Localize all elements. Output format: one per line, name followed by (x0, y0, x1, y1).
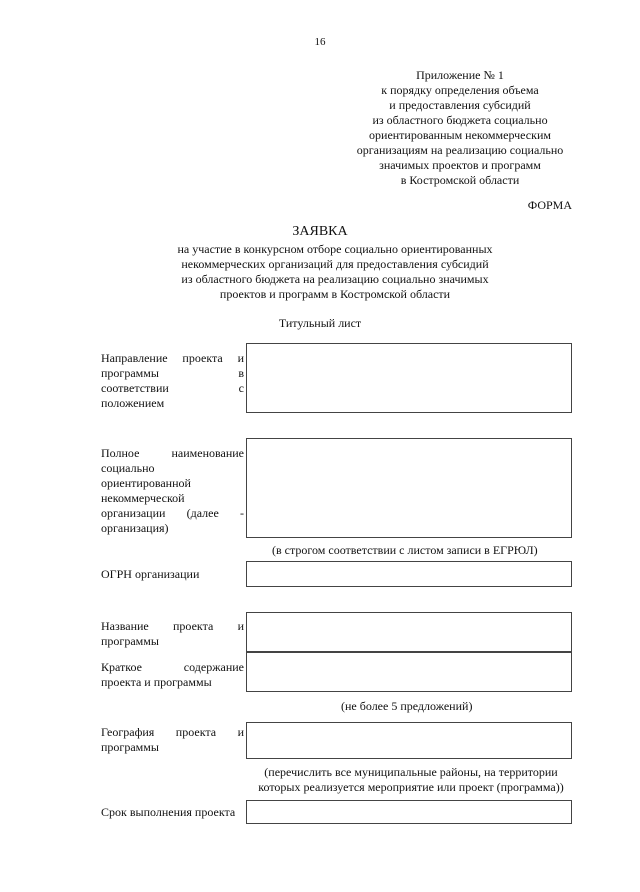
project-name-label: Название проекта и программы (101, 619, 244, 648)
full-name-label: Полное наименование социально ориентированной некоммерческой организации (далее - организация) (101, 446, 244, 535)
project-name-field[interactable] (246, 612, 572, 652)
direction-label: Направление проекта и программы в соответствии с положением (101, 351, 244, 410)
document-subtitle (140, 242, 530, 302)
summary-field[interactable] (246, 652, 572, 692)
subtitle-line: некоммерческих организаций для предоставления субсидий (181, 257, 489, 271)
section-title: Титульный лист (278, 316, 362, 330)
subtitle-line: проектов и программ в Костромской области (219, 287, 451, 301)
subtitle-line: из областного бюджета на реализацию социально значимых (181, 272, 489, 286)
ogrn-field[interactable] (246, 561, 572, 587)
appendix-line: из областного бюджета социально (372, 113, 548, 127)
full-name-note: (в строгом соответствии с листом записи в ЕГРЮЛ) (272, 543, 538, 557)
geography-note: (перечислить все муниципальные районы, на территории которых реализуется мероприятие или проект (программа)) (258, 765, 564, 794)
subtitle-line: на участие в конкурсном отборе социально ориентированных (177, 242, 493, 256)
summary-label: Краткое содержание проекта и программы (101, 660, 244, 689)
term-field[interactable] (246, 800, 572, 824)
appendix-line: организациям на реализацию социально (356, 143, 564, 157)
summary-note: (не более 5 предложений) (341, 699, 473, 713)
appendix-line: и предоставления субсидий (389, 98, 531, 112)
direction-field[interactable] (246, 343, 572, 413)
appendix-line: ориентированным некоммерческим (369, 128, 551, 142)
appendix-header (340, 68, 580, 188)
appendix-line: Приложение № 1 (416, 68, 504, 82)
geography-field[interactable] (246, 722, 572, 759)
appendix-line: значимых проектов и программ (379, 158, 541, 172)
term-label: Срок выполнения проекта (101, 805, 236, 819)
form-label: ФОРМА (527, 198, 572, 212)
appendix-line: в Костромской области (400, 173, 520, 187)
geography-label: География проекта и программы (101, 725, 244, 754)
appendix-line: к порядку определения объема (381, 83, 539, 97)
page-number: 16 (314, 36, 326, 48)
document-title: ЗАЯВКА (292, 224, 348, 239)
full-name-field[interactable] (246, 438, 572, 538)
ogrn-label: ОГРН организации (101, 567, 200, 581)
